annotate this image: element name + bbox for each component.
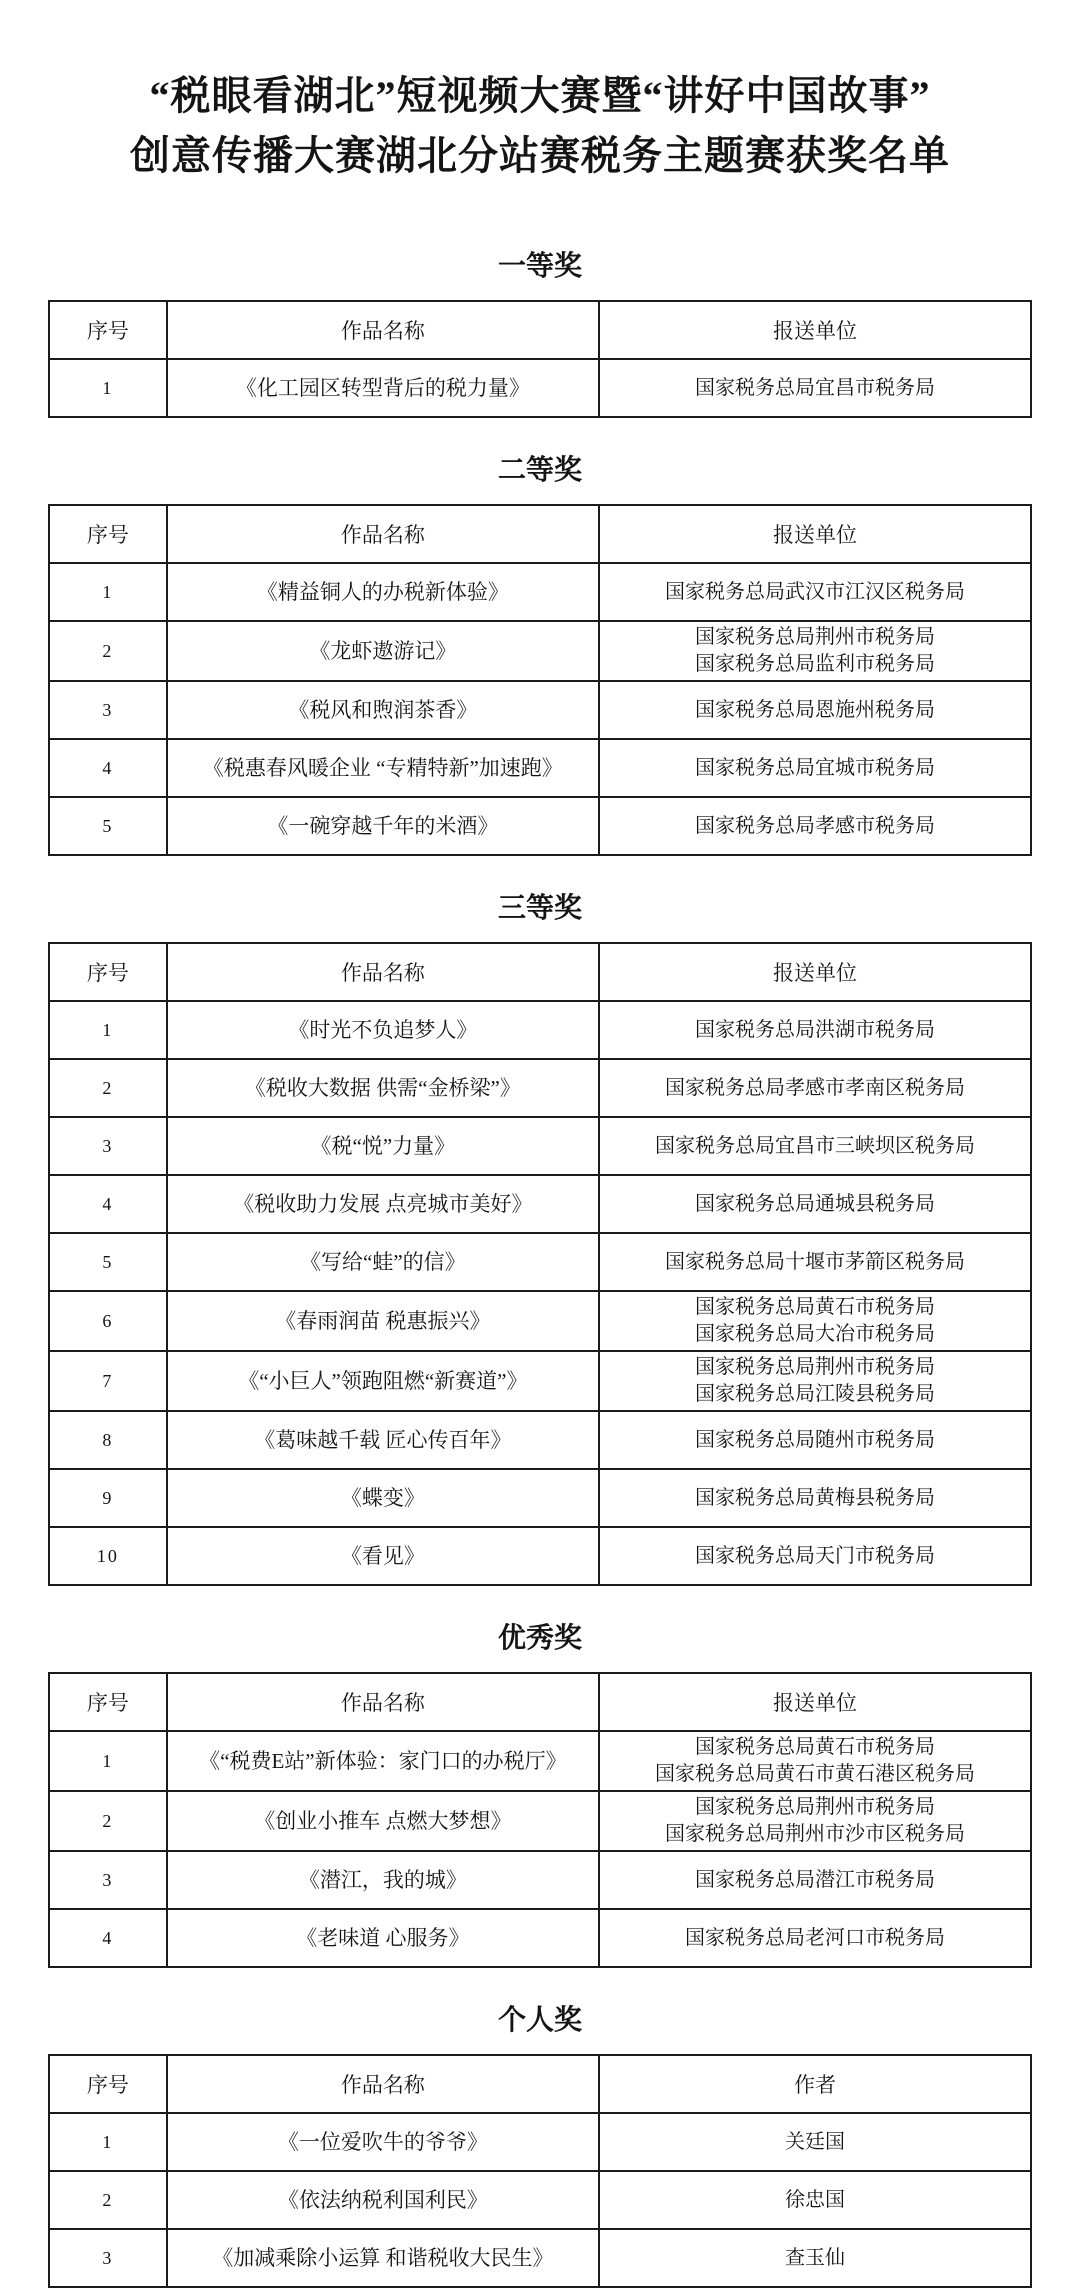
column-header: 报送单位 [599, 505, 1031, 563]
row-index-cell: 2 [49, 1791, 167, 1851]
table-row [49, 1059, 1031, 1117]
unit-line: 国家税务总局黄梅县税务局 [694, 1486, 935, 1509]
section-heading: 一等奖 [497, 251, 582, 282]
work-title-cell: 《龙虾遨游记》 [167, 621, 599, 681]
unit-line: 国家税务总局荆州市沙市区税务局 [664, 1823, 965, 1845]
row-index-cell: 6 [49, 1291, 167, 1351]
unit-line: 国家税务总局恩施州税务局 [694, 698, 935, 721]
work-title-cell: 《蝶变》 [167, 1469, 599, 1527]
row-index-cell: 3 [49, 1851, 167, 1909]
unit-cell [599, 681, 1031, 739]
unit-cell [599, 1791, 1031, 1851]
unit-line: 国家税务总局荆州市税务局 [694, 626, 935, 648]
document-title-line2: 创意传播大赛湖北分站赛税务主题赛获奖名单 [130, 133, 950, 178]
table-row [49, 1351, 1031, 1411]
work-title-cell: 《潜江，我的城》 [167, 1851, 599, 1909]
row-index-cell: 4 [49, 1909, 167, 1967]
row-index-cell: 5 [49, 1233, 167, 1291]
document-title-line1: “税眼看湖北”短视频大赛暨“讲好中国故事” [149, 73, 931, 118]
unit-cell [599, 1731, 1031, 1791]
column-header: 作品名称 [167, 1673, 599, 1731]
unit-line: 查玉仙 [784, 2246, 845, 2269]
table-row [49, 797, 1031, 855]
table-row [49, 621, 1031, 681]
unit-cell [599, 739, 1031, 797]
unit-cell [599, 563, 1031, 621]
table-row [49, 2229, 1031, 2287]
column-header: 作品名称 [167, 2055, 599, 2113]
work-title-cell: 《税惠春风暖企业 “专精特新”加速跑》 [167, 739, 599, 797]
header-row [49, 505, 1031, 563]
column-header: 序号 [49, 505, 167, 563]
award-table [48, 504, 1032, 856]
work-title-cell: 《写给“蛙”的信》 [167, 1233, 599, 1291]
unit-cell [599, 1527, 1031, 1585]
section-heading: 优秀奖 [497, 1623, 582, 1654]
column-header: 序号 [49, 1673, 167, 1731]
author-cell [599, 2113, 1031, 2171]
unit-line: 国家税务总局宜城市税务局 [694, 756, 935, 779]
row-index-cell: 3 [49, 2229, 167, 2287]
column-header: 报送单位 [599, 1673, 1031, 1731]
unit-line: 国家税务总局宜昌市税务局 [694, 376, 935, 399]
unit-line: 国家税务总局黄石市黄石港区税务局 [654, 1763, 975, 1785]
row-index-cell: 7 [49, 1351, 167, 1411]
header-row [49, 1673, 1031, 1731]
row-index-cell: 8 [49, 1411, 167, 1469]
work-title-cell: 《一位爱吹牛的爷爷》 [167, 2113, 599, 2171]
unit-line: 国家税务总局通城县税务局 [694, 1192, 935, 1215]
unit-line: 国家税务总局监利市税务局 [694, 653, 935, 675]
unit-line: 国家税务总局武汉市江汉区税务局 [664, 580, 965, 603]
unit-cell [599, 1001, 1031, 1059]
work-title-cell: 《“小巨人”领跑阻燃“新赛道”》 [167, 1351, 599, 1411]
row-index-cell: 9 [49, 1469, 167, 1527]
work-title-cell: 《葛味越千载 匠心传百年》 [167, 1411, 599, 1469]
header-row [49, 2055, 1031, 2113]
column-header: 报送单位 [599, 943, 1031, 1001]
work-title-cell: 《“税费E站”新体验：家门口的办税厅》 [167, 1731, 599, 1791]
award-table [48, 300, 1032, 418]
unit-line: 国家税务总局洪湖市税务局 [694, 1018, 935, 1041]
unit-line: 国家税务总局老河口市税务局 [684, 1926, 945, 1949]
table-row [49, 1117, 1031, 1175]
unit-line: 徐忠国 [784, 2188, 845, 2211]
unit-line: 国家税务总局大冶市税务局 [694, 1323, 935, 1345]
row-index-cell: 3 [49, 681, 167, 739]
column-header: 作品名称 [167, 505, 599, 563]
unit-cell [599, 797, 1031, 855]
row-index-cell: 4 [49, 1175, 167, 1233]
unit-line: 国家税务总局黄石市税务局 [694, 1296, 935, 1318]
table-row [49, 1469, 1031, 1527]
unit-cell [599, 1411, 1031, 1469]
column-header: 序号 [49, 943, 167, 1001]
award-table [48, 2054, 1032, 2288]
table-row [49, 1851, 1031, 1909]
unit-cell [599, 1117, 1031, 1175]
row-index-cell: 10 [49, 1527, 167, 1585]
unit-cell [599, 1291, 1031, 1351]
award-table [48, 1672, 1032, 1968]
unit-cell [599, 621, 1031, 681]
table-row [49, 739, 1031, 797]
work-title-cell: 《税收大数据 供需“金桥梁”》 [167, 1059, 599, 1117]
work-title-cell: 《税“悦”力量》 [167, 1117, 599, 1175]
column-header: 作品名称 [167, 301, 599, 359]
work-title-cell: 《春雨润苗 税惠振兴》 [167, 1291, 599, 1351]
table-row [49, 2113, 1031, 2171]
row-index-cell: 1 [49, 359, 167, 417]
table-row [49, 1411, 1031, 1469]
work-title-cell: 《税收助力发展 点亮城市美好》 [167, 1175, 599, 1233]
table-row [49, 2171, 1031, 2229]
table-row [49, 1527, 1031, 1585]
header-row [49, 301, 1031, 359]
row-index-cell: 2 [49, 2171, 167, 2229]
row-index-cell: 2 [49, 1059, 167, 1117]
unit-line: 国家税务总局潜江市税务局 [694, 1868, 935, 1891]
unit-line: 国家税务总局十堰市茅箭区税务局 [664, 1250, 965, 1273]
row-index-cell: 5 [49, 797, 167, 855]
section-heading: 个人奖 [497, 2005, 582, 2036]
section-heading: 二等奖 [497, 455, 582, 486]
table-row [49, 563, 1031, 621]
work-title-cell: 《加减乘除小运算 和谐税收大民生》 [167, 2229, 599, 2287]
table-row [49, 1791, 1031, 1851]
work-title-cell: 《看见》 [167, 1527, 599, 1585]
row-index-cell: 1 [49, 1001, 167, 1059]
header-row [49, 943, 1031, 1001]
table-row [49, 1175, 1031, 1233]
document-title [40, 0, 1040, 186]
row-index-cell: 1 [49, 1731, 167, 1791]
unit-cell [599, 359, 1031, 417]
unit-cell [599, 1469, 1031, 1527]
column-header: 报送单位 [599, 301, 1031, 359]
unit-line: 国家税务总局宜昌市三峡坝区税务局 [654, 1134, 975, 1157]
work-title-cell: 《精益铜人的办税新体验》 [167, 563, 599, 621]
table-row [49, 1001, 1031, 1059]
column-header: 作品名称 [167, 943, 599, 1001]
unit-cell [599, 1351, 1031, 1411]
table-row [49, 1291, 1031, 1351]
column-header: 序号 [49, 301, 167, 359]
column-header: 序号 [49, 2055, 167, 2113]
unit-line: 国家税务总局江陵县税务局 [694, 1383, 935, 1405]
row-index-cell: 4 [49, 739, 167, 797]
work-title-cell: 《一碗穿越千年的米酒》 [167, 797, 599, 855]
row-index-cell: 3 [49, 1117, 167, 1175]
award-table [48, 942, 1032, 1586]
table-row [49, 359, 1031, 417]
row-index-cell: 1 [49, 2113, 167, 2171]
document-root [0, 250, 1080, 2288]
unit-line: 国家税务总局黄石市税务局 [694, 1736, 935, 1758]
unit-cell [599, 1175, 1031, 1233]
unit-line: 国家税务总局孝感市税务局 [694, 814, 935, 837]
table-row [49, 681, 1031, 739]
work-title-cell: 《依法纳税利国利民》 [167, 2171, 599, 2229]
unit-line: 国家税务总局荆州市税务局 [694, 1796, 935, 1818]
unit-line: 国家税务总局天门市税务局 [694, 1544, 935, 1567]
unit-line: 国家税务总局随州市税务局 [694, 1428, 935, 1451]
work-title-cell: 《时光不负追梦人》 [167, 1001, 599, 1059]
unit-cell [599, 1851, 1031, 1909]
author-cell [599, 2171, 1031, 2229]
work-title-cell: 《化工园区转型背后的税力量》 [167, 359, 599, 417]
author-cell [599, 2229, 1031, 2287]
unit-cell [599, 1059, 1031, 1117]
work-title-cell: 《创业小推车 点燃大梦想》 [167, 1791, 599, 1851]
work-title-cell: 《税风和煦润茶香》 [167, 681, 599, 739]
unit-line: 国家税务总局孝感市孝南区税务局 [664, 1076, 965, 1099]
unit-line: 国家税务总局荆州市税务局 [694, 1356, 935, 1378]
row-index-cell: 2 [49, 621, 167, 681]
work-title-cell: 《老味道 心服务》 [167, 1909, 599, 1967]
table-row [49, 1909, 1031, 1967]
unit-line: 关廷国 [784, 2130, 845, 2153]
section-heading: 三等奖 [497, 893, 582, 924]
unit-cell [599, 1909, 1031, 1967]
column-header: 作者 [599, 2055, 1031, 2113]
table-row [49, 1731, 1031, 1791]
table-row [49, 1233, 1031, 1291]
unit-cell [599, 1233, 1031, 1291]
row-index-cell: 1 [49, 563, 167, 621]
